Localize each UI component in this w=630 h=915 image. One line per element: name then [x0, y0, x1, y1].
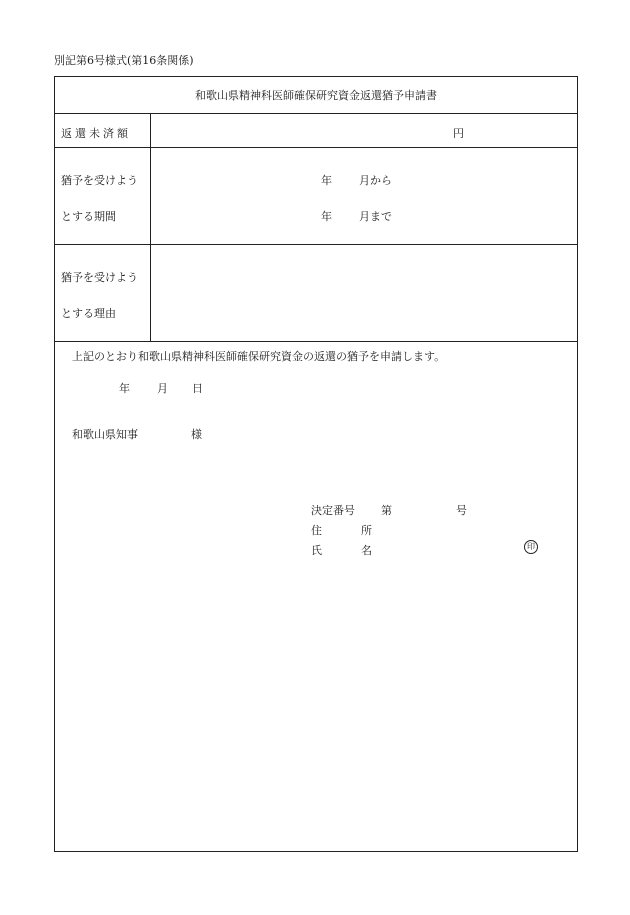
date-month: 月	[157, 382, 168, 395]
deferral-period-row	[55, 148, 577, 245]
deferral-period-label-cell	[55, 148, 151, 244]
honorific: 様	[191, 428, 202, 441]
unpaid-amount-row	[55, 114, 577, 148]
deferral-reason-label-line2: とする理由	[61, 307, 116, 320]
date-day: 日	[192, 382, 203, 395]
address-label-part1: 住	[311, 524, 322, 537]
date-year: 年	[119, 382, 130, 395]
deferral-period-label-line1: 猶予を受けよう	[61, 174, 138, 187]
decision-number-label: 決定番号	[311, 504, 355, 517]
address-label-part2: 所	[361, 524, 372, 537]
unpaid-amount-label: 返還未済額	[61, 127, 131, 140]
period-start-year: 年	[321, 174, 332, 187]
form-title: 和歌山県精神科医師確保研究資金返還猶予申請書	[55, 77, 577, 114]
deferral-reason-label-line1: 猶予を受けよう	[61, 271, 138, 284]
deferral-reason-row	[55, 245, 577, 342]
form-number-label: 別記第6号様式(第16条関係)	[54, 54, 194, 67]
yen-unit: 円	[453, 127, 464, 140]
application-statement: 上記のとおり和歌山県精神科医師確保研究資金の返還の猶予を申請します。	[72, 350, 446, 363]
deferral-period-label-line2: とする期間	[61, 210, 116, 223]
period-end-month: 月まで	[359, 210, 392, 223]
decision-number-prefix: 第	[381, 504, 392, 517]
period-end-year: 年	[321, 210, 332, 223]
deferral-reason-label-cell	[55, 245, 151, 341]
name-label-part2: 名	[361, 544, 372, 557]
unpaid-amount-label-cell	[55, 114, 151, 147]
period-start-month: 月から	[359, 174, 392, 187]
seal-icon: 印	[524, 540, 538, 554]
application-form	[54, 76, 578, 852]
addressee: 和歌山県知事	[72, 428, 138, 441]
name-label-part1: 氏	[311, 544, 322, 557]
decision-number-suffix: 号	[456, 504, 467, 517]
